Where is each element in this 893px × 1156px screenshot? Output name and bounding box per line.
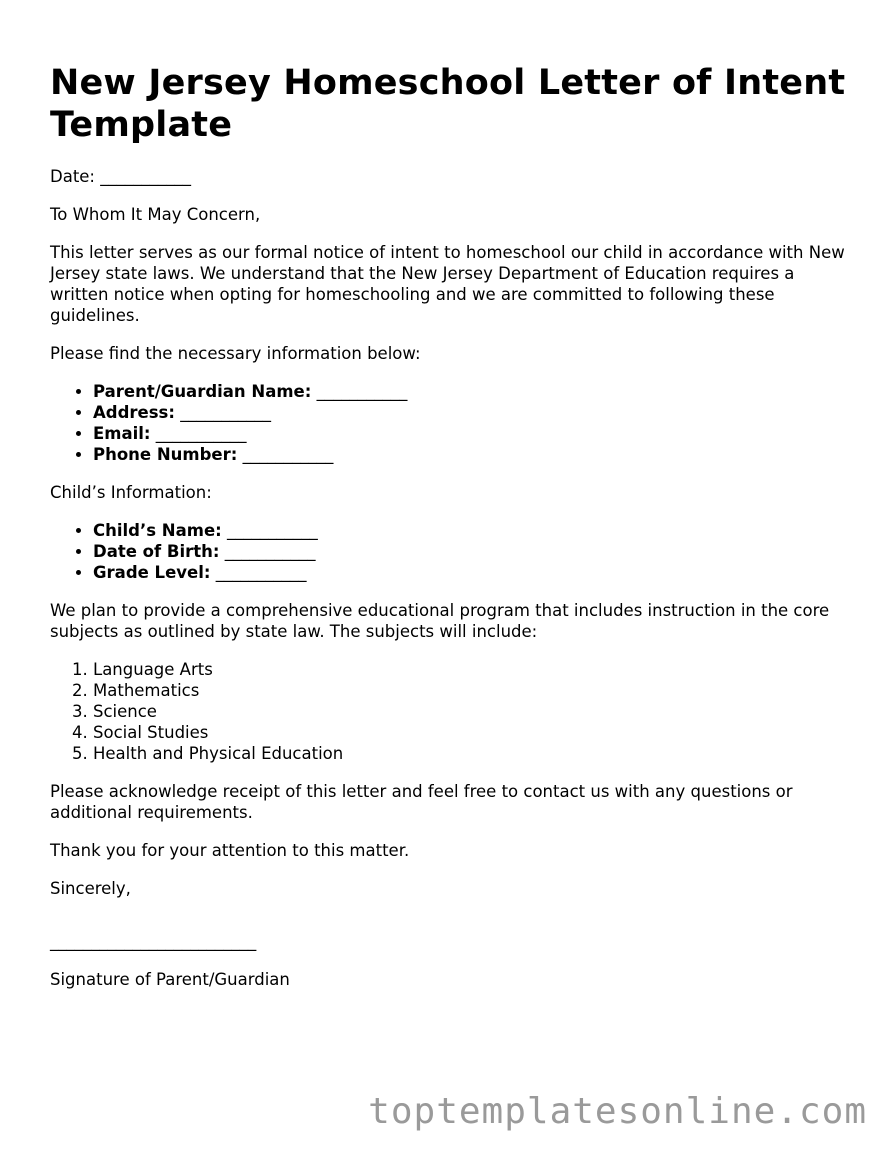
list-item bbox=[93, 541, 850, 562]
list-item bbox=[93, 520, 850, 541]
field-label: Date of Birth: bbox=[93, 542, 220, 561]
field-label: Email: bbox=[93, 424, 151, 443]
field-blank: ___________ bbox=[155, 424, 247, 443]
field-blank: ___________ bbox=[242, 445, 334, 464]
watermark: toptemplatesonline.com bbox=[368, 1091, 867, 1132]
field-blank: ___________ bbox=[180, 403, 271, 422]
list-item bbox=[93, 423, 850, 444]
intro-paragraph: This letter serves as our formal notice of intent to homeschool our child in accordance with New Jersey state laws. We understand that the New Jersey Department of Education requires a written notice when opting for homeschooling and we are committed to following these guidelines. bbox=[50, 243, 845, 325]
parent-info-list bbox=[50, 381, 850, 465]
closing: Sincerely, bbox=[50, 879, 131, 898]
field-label: Phone Number: bbox=[93, 445, 238, 464]
list-item bbox=[93, 381, 850, 402]
salutation: To Whom It May Concern, bbox=[50, 205, 261, 224]
info-prompt: Please find the necessary information below: bbox=[50, 344, 421, 363]
child-info-list bbox=[50, 520, 850, 583]
signature-label: Signature of Parent/Guardian bbox=[50, 970, 290, 989]
list-item: 2. Mathematics bbox=[93, 680, 850, 701]
list-item: 4. Social Studies bbox=[93, 722, 850, 743]
field-label: Address: bbox=[93, 403, 175, 422]
field-blank: ___________ bbox=[316, 382, 408, 401]
signature-line: _________________________ bbox=[50, 932, 257, 951]
list-item bbox=[93, 402, 850, 423]
field-label: Grade Level: bbox=[93, 563, 211, 582]
list-item: 1. Language Arts bbox=[93, 659, 850, 680]
list-item bbox=[93, 444, 850, 465]
field-label: Child’s Name: bbox=[93, 521, 222, 540]
field-blank: ___________ bbox=[227, 521, 318, 540]
page-title: New Jersey Homeschool Letter of Intent Template bbox=[50, 63, 846, 145]
acknowledge-paragraph: Please acknowledge receipt of this letter and feel free to contact us with any questions or additional requirements. bbox=[50, 782, 793, 822]
field-blank: ___________ bbox=[215, 563, 307, 582]
field-blank: ___________ bbox=[224, 542, 316, 561]
child-heading: Child’s Information: bbox=[50, 483, 212, 502]
list-item: 5. Health and Physical Education bbox=[93, 743, 850, 764]
list-item bbox=[93, 562, 850, 583]
list-item: 3. Science bbox=[93, 701, 850, 722]
letter-document bbox=[50, 62, 850, 1007]
thanks-paragraph: Thank you for your attention to this matter. bbox=[50, 841, 410, 860]
field-label: Parent/Guardian Name: bbox=[93, 382, 312, 401]
subjects-list bbox=[50, 659, 850, 764]
date-line: Date: ___________ bbox=[50, 167, 191, 186]
program-paragraph: We plan to provide a comprehensive educational program that includes instruction in the core subjects as outlined by state law. The subjects will include: bbox=[50, 601, 830, 641]
